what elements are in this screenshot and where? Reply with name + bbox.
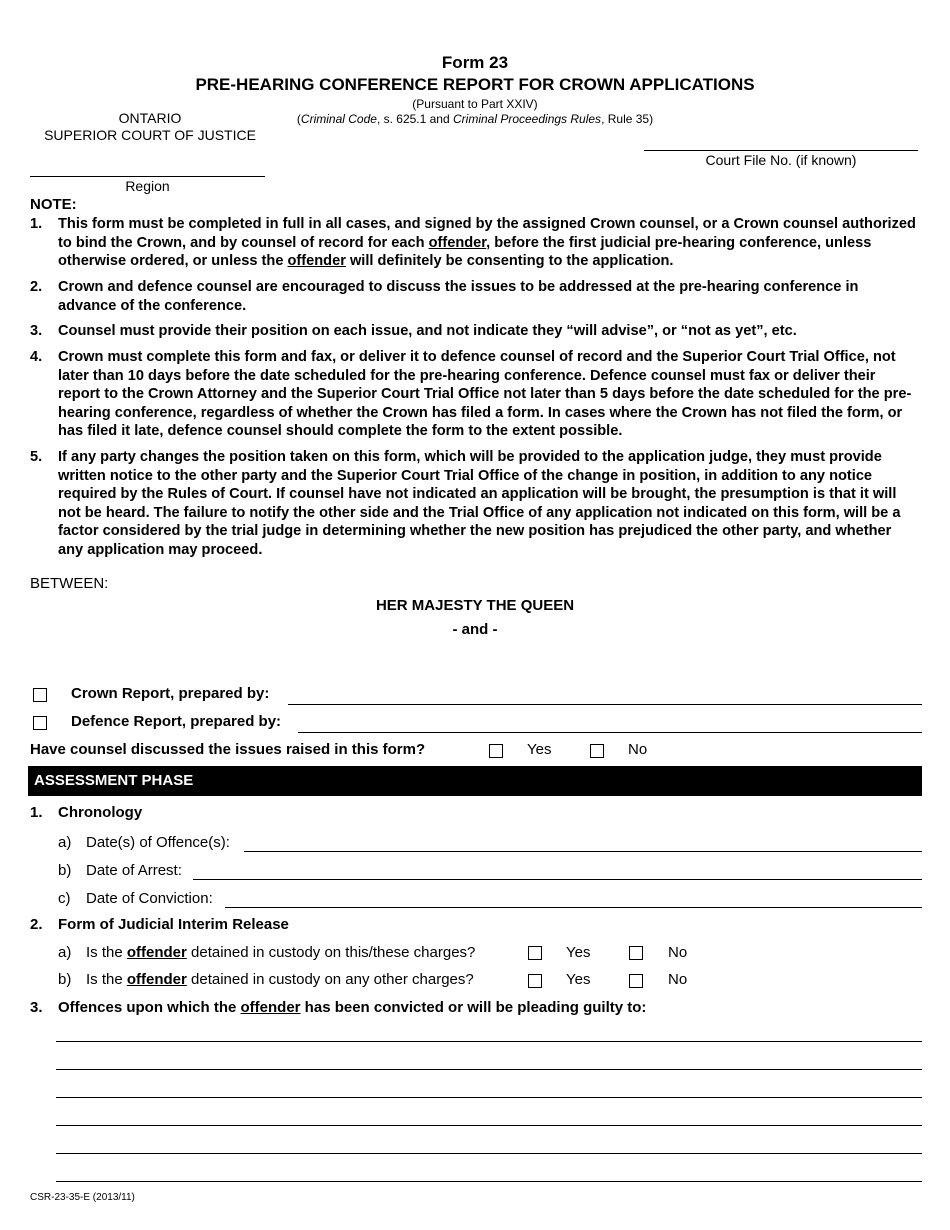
- discussed-no-checkbox[interactable]: [590, 744, 604, 758]
- court-name: SUPERIOR COURT OF JUSTICE: [44, 127, 256, 143]
- custody-other-letter: b): [58, 971, 72, 988]
- question-text: detained in custody on any other charges?: [186, 971, 474, 988]
- note-item-1: [30, 215, 920, 271]
- authority-mid: , s. 625.1 and: [376, 112, 453, 126]
- custody-this-no-label: No: [668, 944, 688, 961]
- note-text: Crown must complete this form and fax, or deliver it to defence counsel of record and the Superior Court Trial Office, not later than 10 days before the date scheduled for the pre-hearing conference. Defence counsel must fax or deliver their report to the Crown Attorney and the Superior Court Trial Office not later than 5 days before the date scheduled for the pre-hearing conference, regardless of whether the Crown has filed a form. In cases where the Crown has not filed the form, or has filed it late, defence counsel should complete the form to the extent possible.: [58, 349, 912, 440]
- authority-rules: Criminal Proceedings Rules: [453, 112, 602, 126]
- form-title: PRE-HEARING CONFERENCE REPORT FOR CROWN APPLICATIONS: [195, 75, 755, 94]
- assessment-phase-header: ASSESSMENT PHASE: [28, 766, 922, 796]
- note-underlined-term: offender: [287, 253, 346, 270]
- note-text: , before the first judicial pre-hearing conference, unless otherwise ordered, or unless the: [58, 234, 872, 270]
- underlined-term: offender: [126, 944, 187, 961]
- and-separator: - and -: [452, 621, 498, 638]
- custody-this-yes-checkbox[interactable]: [528, 946, 542, 960]
- section-1-title: Chronology: [58, 804, 143, 821]
- defence-report-label: Defence Report, prepared by:: [71, 713, 282, 730]
- note-text: will definitely be consenting to the application.: [345, 253, 674, 270]
- crown-report-label: Crown Report, prepared by:: [71, 685, 270, 702]
- offences-line-1[interactable]: [56, 1041, 922, 1042]
- note-item-5: [30, 448, 920, 560]
- arrest-date-label: Date of Arrest:: [86, 862, 182, 879]
- authority-code: Criminal Code: [300, 112, 377, 126]
- offences-line-5[interactable]: [56, 1153, 922, 1154]
- discussed-yes-checkbox[interactable]: [489, 744, 503, 758]
- arrest-date-field[interactable]: [193, 879, 922, 880]
- arrest-date-letter: b): [58, 862, 72, 879]
- section-1-number: 1.: [30, 804, 43, 821]
- authority-open: (: [296, 112, 301, 126]
- section-3-text: has been convicted or will be pleading guilty to:: [300, 999, 647, 1016]
- offence-date-field[interactable]: [244, 851, 922, 852]
- offences-line-2[interactable]: [56, 1069, 922, 1070]
- pursuant-text: (Pursuant to Part XXIV): [412, 97, 538, 111]
- crown-report-checkbox[interactable]: [33, 688, 47, 702]
- discussed-yes-label: Yes: [527, 741, 552, 758]
- between-label: BETWEEN:: [30, 575, 109, 592]
- section-3-text: Offences upon which the: [58, 999, 241, 1016]
- note-underlined-term: offender: [428, 234, 487, 251]
- custody-this-yes-label: Yes: [566, 944, 591, 961]
- note-number: 5.: [30, 449, 43, 465]
- court-file-line[interactable]: [644, 150, 918, 151]
- offence-date-label: Date(s) of Offence(s):: [86, 834, 230, 851]
- custody-other-yes-checkbox[interactable]: [528, 974, 542, 988]
- note-number: 4.: [30, 349, 43, 365]
- note-number: 3.: [30, 323, 43, 339]
- note-text: This form must be completed in full in all cases, and signed by the assigned Crown counsel, or a Crown counsel authorized to bind the Crown, and by counsel of record for each: [58, 216, 916, 251]
- crown-party: HER MAJESTY THE QUEEN: [375, 597, 575, 614]
- discussed-question: Have counsel discussed the issues raised in this form?: [30, 741, 426, 758]
- custody-other-yes-label: Yes: [566, 971, 591, 988]
- custody-other-question: [86, 971, 474, 988]
- custody-other-no-checkbox[interactable]: [629, 974, 643, 988]
- jurisdiction: ONTARIO: [118, 110, 182, 126]
- note-text: Crown and defence counsel are encouraged to discuss the issues to be addressed at the pre-hearing conference in advance of the conference.: [58, 279, 859, 314]
- custody-other-no-label: No: [668, 971, 688, 988]
- discussed-no-label: No: [628, 741, 648, 758]
- form-code: CSR-23-35-E (2013/11): [30, 1192, 135, 1203]
- authority-end: , Rule 35): [601, 112, 654, 126]
- conviction-date-letter: c): [58, 890, 71, 907]
- custody-this-no-checkbox[interactable]: [629, 946, 643, 960]
- section-3-title: [58, 999, 646, 1016]
- court-file-label: Court File No. (if known): [705, 152, 857, 168]
- question-text: Is the: [86, 944, 127, 961]
- conviction-date-field[interactable]: [225, 907, 922, 908]
- underlined-term: offender: [240, 999, 301, 1016]
- custody-this-letter: a): [58, 944, 72, 961]
- note-heading: NOTE:: [30, 196, 77, 213]
- offences-line-3[interactable]: [56, 1097, 922, 1098]
- conviction-date-label: Date of Conviction:: [86, 890, 213, 907]
- note-number: 2.: [30, 279, 43, 295]
- note-text: If any party changes the position taken on this form, which will be provided to the application judge, they must provide written notice to the other party and the Superior Court Trial Office of the change in position, in addition to any notice required by the Rules of Court. If counsel have not indicated an application will be brought, the presumption is that it will not be heard. The failure to notify the other side and the Trial Office of any application not indicated on this form, will be a factor considered by the trial judge in determining whether the new position has prejudiced the other party, and whether any application may proceed.: [58, 449, 901, 558]
- section-2-number: 2.: [30, 916, 43, 933]
- note-item-4: [30, 348, 920, 441]
- question-text: detained in custody on this/these charges?: [186, 944, 476, 961]
- offences-line-4[interactable]: [56, 1125, 922, 1126]
- defence-report-field[interactable]: [298, 732, 922, 733]
- defence-report-checkbox[interactable]: [33, 716, 47, 730]
- note-item-3: [30, 322, 920, 341]
- region-label: Region: [125, 178, 170, 194]
- section-3-number: 3.: [30, 999, 43, 1016]
- form-number: Form 23: [441, 53, 509, 72]
- underlined-term: offender: [126, 971, 187, 988]
- note-number: 1.: [30, 216, 43, 232]
- question-text: Is the: [86, 971, 127, 988]
- note-item-2: [30, 278, 920, 315]
- offence-date-letter: a): [58, 834, 72, 851]
- offences-line-6[interactable]: [56, 1181, 922, 1182]
- section-2-title: Form of Judicial Interim Release: [58, 916, 289, 933]
- crown-report-field[interactable]: [288, 704, 922, 705]
- note-text: Counsel must provide their position on each issue, and not indicate they “will advise”, or “not as yet”, etc.: [58, 323, 797, 339]
- custody-this-question: [86, 944, 475, 961]
- region-line[interactable]: [30, 176, 265, 177]
